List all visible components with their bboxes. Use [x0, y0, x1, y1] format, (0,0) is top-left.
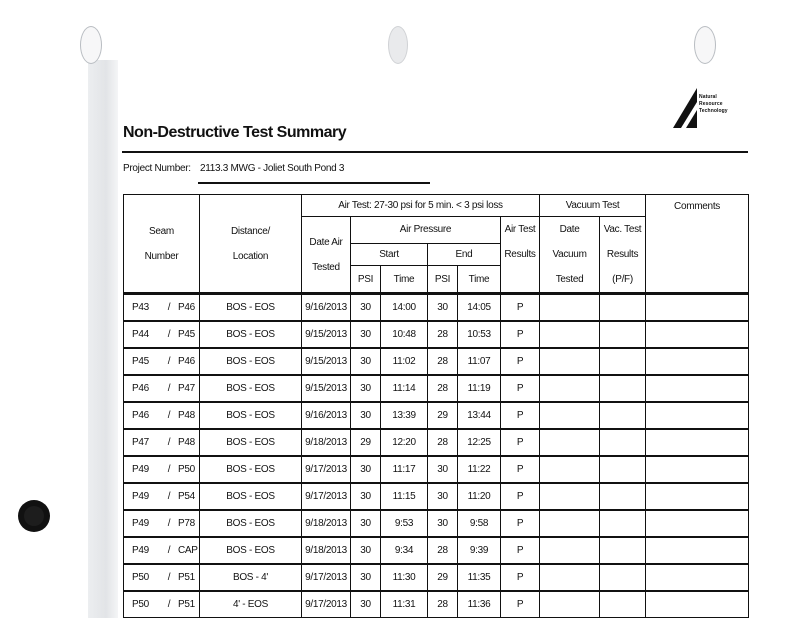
seam-panel-a: P49	[132, 464, 149, 475]
date-vacuum-cell	[540, 348, 600, 375]
end-time-cell: 11:19	[458, 375, 501, 402]
table-row	[124, 429, 749, 456]
air-result-cell: P	[501, 348, 540, 375]
header-seam-line2: Number	[144, 250, 179, 262]
vac-result-cell	[600, 402, 646, 429]
end-time-cell: 12:25	[458, 429, 501, 456]
binder-hole-left	[80, 26, 102, 64]
header-comments: Comments	[646, 195, 749, 294]
logo-line-2: Resource	[699, 101, 723, 107]
header-air-results-line1: Air Test	[504, 224, 536, 235]
start-psi-cell: 30	[351, 321, 381, 348]
vac-result-cell	[600, 564, 646, 591]
end-time-cell: 11:20	[458, 483, 501, 510]
start-psi-cell: 30	[351, 564, 381, 591]
seam-separator: /	[167, 545, 171, 556]
header-date-air	[302, 217, 351, 294]
location-cell: BOS - EOS	[200, 537, 302, 564]
end-time-cell: 11:35	[458, 564, 501, 591]
location-cell: BOS - EOS	[200, 348, 302, 375]
comments-cell	[646, 483, 749, 510]
date-air-cell: 9/17/2013	[302, 591, 351, 618]
start-psi-cell: 30	[351, 348, 381, 375]
date-vacuum-cell	[540, 321, 600, 348]
end-psi-cell: 28	[428, 348, 458, 375]
air-result-cell: P	[501, 429, 540, 456]
location-cell: BOS - EOS	[200, 456, 302, 483]
seam-number-cell	[124, 429, 200, 456]
seam-panel-a: P49	[132, 518, 149, 529]
end-time-cell: 11:07	[458, 348, 501, 375]
end-psi-cell: 30	[428, 456, 458, 483]
start-time-cell: 11:02	[381, 348, 428, 375]
header-end-psi: PSI	[428, 266, 458, 294]
date-air-cell: 9/16/2013	[302, 294, 351, 322]
start-psi-cell: 30	[351, 537, 381, 564]
date-vacuum-cell	[540, 591, 600, 618]
header-air-results	[501, 217, 540, 294]
start-time-cell: 11:14	[381, 375, 428, 402]
end-psi-cell: 28	[428, 375, 458, 402]
seam-separator: /	[167, 599, 171, 610]
page-title: Non-Destructive Test Summary	[123, 124, 347, 141]
date-vacuum-cell	[540, 510, 600, 537]
start-psi-cell: 30	[351, 456, 381, 483]
start-psi-cell: 29	[351, 429, 381, 456]
end-psi-cell: 30	[428, 294, 458, 322]
seam-number-cell	[124, 564, 200, 591]
seam-separator: /	[167, 491, 171, 502]
date-air-cell: 9/18/2013	[302, 429, 351, 456]
end-time-cell: 9:58	[458, 510, 501, 537]
logo-mark-icon	[673, 88, 697, 128]
seam-panel-a: P50	[132, 572, 149, 583]
end-psi-cell: 29	[428, 564, 458, 591]
start-time-cell: 11:31	[381, 591, 428, 618]
date-vacuum-cell	[540, 402, 600, 429]
seam-separator: /	[167, 572, 171, 583]
end-time-cell: 9:39	[458, 537, 501, 564]
air-result-cell: P	[501, 321, 540, 348]
location-cell: 4' - EOS	[200, 591, 302, 618]
seam-number-cell	[124, 483, 200, 510]
end-time-cell: 11:36	[458, 591, 501, 618]
date-air-cell: 9/15/2013	[302, 375, 351, 402]
seam-panel-b: CAP	[178, 545, 198, 556]
date-air-cell: 9/15/2013	[302, 348, 351, 375]
seam-panel-a: P46	[132, 410, 149, 421]
vac-result-cell	[600, 456, 646, 483]
table-row	[124, 348, 749, 375]
date-air-cell: 9/16/2013	[302, 402, 351, 429]
location-cell: BOS - EOS	[200, 294, 302, 322]
header-air-test: Air Test: 27-30 psi for 5 min. < 3 psi loss	[302, 195, 540, 217]
header-date-vacuum-line1: Date	[559, 224, 580, 235]
seam-panel-a: P44	[132, 329, 149, 340]
vac-result-cell	[600, 321, 646, 348]
start-time-cell: 13:39	[381, 402, 428, 429]
start-time-cell: 14:00	[381, 294, 428, 322]
test-summary-table	[123, 194, 749, 618]
seam-separator: /	[167, 329, 171, 340]
seam-number-cell	[124, 456, 200, 483]
vac-result-cell	[600, 591, 646, 618]
header-distance-line1: Distance/	[231, 225, 270, 237]
date-vacuum-cell	[540, 564, 600, 591]
date-air-cell: 9/18/2013	[302, 510, 351, 537]
header-start: Start	[351, 243, 428, 266]
header-seam-line1: Seam	[149, 225, 174, 237]
date-vacuum-cell	[540, 483, 600, 510]
start-psi-cell: 30	[351, 483, 381, 510]
seam-panel-b: P47	[178, 383, 195, 394]
date-air-cell: 9/17/2013	[302, 456, 351, 483]
header-air-pressure: Air Pressure	[351, 217, 501, 244]
table-row	[124, 375, 749, 402]
seam-number-cell	[124, 537, 200, 564]
end-psi-cell: 29	[428, 402, 458, 429]
start-psi-cell: 30	[351, 591, 381, 618]
end-psi-cell: 30	[428, 483, 458, 510]
seam-panel-a: P46	[132, 383, 149, 394]
seam-panel-b: P54	[178, 491, 195, 502]
seam-separator: /	[167, 383, 171, 394]
location-cell: BOS - 4'	[200, 564, 302, 591]
start-time-cell: 9:53	[381, 510, 428, 537]
date-air-cell: 9/17/2013	[302, 564, 351, 591]
header-date-vacuum-line2: Vacuum	[552, 249, 587, 260]
start-psi-cell: 30	[351, 375, 381, 402]
seam-separator: /	[167, 518, 171, 529]
vac-result-cell	[600, 483, 646, 510]
air-result-cell: P	[501, 375, 540, 402]
table-row	[124, 564, 749, 591]
project-number	[123, 163, 345, 174]
project-value: 2113.3 MWG - Joliet South Pond 3	[200, 163, 345, 174]
end-time-cell: 13:44	[458, 402, 501, 429]
table-row	[124, 510, 749, 537]
seam-panel-b: P51	[178, 599, 195, 610]
start-time-cell: 11:15	[381, 483, 428, 510]
seam-panel-a: P45	[132, 356, 149, 367]
company-logo	[673, 84, 745, 136]
location-cell: BOS - EOS	[200, 429, 302, 456]
end-psi-cell: 30	[428, 510, 458, 537]
seam-panel-b: P45	[178, 329, 195, 340]
air-result-cell: P	[501, 402, 540, 429]
header-air-results-line2: Results	[504, 249, 536, 260]
location-cell: BOS - EOS	[200, 321, 302, 348]
table-row	[124, 294, 749, 322]
date-air-cell: 9/15/2013	[302, 321, 351, 348]
seam-separator: /	[167, 437, 171, 448]
seam-panel-b: P78	[178, 518, 195, 529]
seam-number-cell	[124, 294, 200, 322]
comments-cell	[646, 510, 749, 537]
header-vacuum-test: Vacuum Test	[540, 195, 646, 217]
seam-separator: /	[167, 356, 171, 367]
seam-separator: /	[167, 302, 171, 313]
comments-cell	[646, 591, 749, 618]
date-vacuum-cell	[540, 537, 600, 564]
seam-panel-b: P46	[178, 302, 195, 313]
comments-cell	[646, 294, 749, 322]
end-time-cell: 14:05	[458, 294, 501, 322]
seam-panel-a: P50	[132, 599, 149, 610]
header-distance	[200, 195, 302, 294]
seam-panel-a: P43	[132, 302, 149, 313]
comments-cell	[646, 564, 749, 591]
seam-number-cell	[124, 510, 200, 537]
table-row	[124, 591, 749, 618]
header-date-vacuum-line3: Tested	[555, 274, 584, 285]
logo-line-3: Technology	[699, 108, 728, 114]
seam-number-cell	[124, 375, 200, 402]
table-row	[124, 321, 749, 348]
header-end-time: Time	[458, 266, 501, 294]
scan-shadow	[88, 60, 118, 618]
logo-text	[699, 94, 728, 115]
seam-panel-a: P49	[132, 545, 149, 556]
header-seam	[124, 195, 200, 294]
location-cell: BOS - EOS	[200, 402, 302, 429]
start-psi-cell: 30	[351, 510, 381, 537]
project-label: Project Number:	[123, 163, 191, 174]
date-vacuum-cell	[540, 429, 600, 456]
seam-panel-b: P50	[178, 464, 195, 475]
vac-result-cell	[600, 348, 646, 375]
seam-panel-b: P48	[178, 437, 195, 448]
seam-panel-a: P47	[132, 437, 149, 448]
seam-number-cell	[124, 348, 200, 375]
punch-hole-icon	[18, 500, 50, 532]
start-time-cell: 10:48	[381, 321, 428, 348]
comments-cell	[646, 402, 749, 429]
vac-result-cell	[600, 510, 646, 537]
start-psi-cell: 30	[351, 402, 381, 429]
location-cell: BOS - EOS	[200, 510, 302, 537]
start-time-cell: 12:20	[381, 429, 428, 456]
air-result-cell: P	[501, 564, 540, 591]
date-air-cell: 9/17/2013	[302, 483, 351, 510]
vac-result-cell	[600, 375, 646, 402]
project-underline	[198, 182, 430, 184]
seam-panel-a: P49	[132, 491, 149, 502]
date-vacuum-cell	[540, 456, 600, 483]
date-vacuum-cell	[540, 294, 600, 322]
air-result-cell: P	[501, 294, 540, 322]
air-result-cell: P	[501, 456, 540, 483]
end-psi-cell: 28	[428, 321, 458, 348]
vac-result-cell	[600, 537, 646, 564]
header-vac-results-line3: (P/F)	[612, 274, 633, 285]
binder-hole-center	[388, 26, 408, 64]
table-row	[124, 537, 749, 564]
comments-cell	[646, 348, 749, 375]
header-vac-results-line2: Results	[606, 249, 639, 260]
header-start-psi: PSI	[351, 266, 381, 294]
header-date-air-line2: Tested	[312, 261, 340, 273]
seam-panel-b: P51	[178, 572, 195, 583]
seam-panel-b: P48	[178, 410, 195, 421]
location-cell: BOS - EOS	[200, 483, 302, 510]
start-time-cell: 11:17	[381, 456, 428, 483]
comments-cell	[646, 456, 749, 483]
comments-cell	[646, 537, 749, 564]
end-psi-cell: 28	[428, 429, 458, 456]
air-result-cell: P	[501, 537, 540, 564]
header-vac-results	[600, 217, 646, 294]
header-distance-line2: Location	[232, 250, 269, 262]
vac-result-cell	[600, 294, 646, 322]
table-row	[124, 402, 749, 429]
title-divider	[122, 151, 748, 153]
header-start-time: Time	[381, 266, 428, 294]
header-date-air-line1: Date Air	[309, 236, 343, 248]
comments-cell	[646, 429, 749, 456]
comments-cell	[646, 375, 749, 402]
header-end: End	[428, 243, 501, 266]
seam-number-cell	[124, 402, 200, 429]
table-row	[124, 483, 749, 510]
start-time-cell: 11:30	[381, 564, 428, 591]
end-time-cell: 10:53	[458, 321, 501, 348]
seam-number-cell	[124, 321, 200, 348]
header-vac-results-line1: Vac. Test	[603, 224, 642, 235]
air-result-cell: P	[501, 591, 540, 618]
comments-cell	[646, 321, 749, 348]
logo-line-1: Natural	[699, 94, 717, 100]
air-result-cell: P	[501, 483, 540, 510]
table-body	[124, 294, 749, 618]
vac-result-cell	[600, 429, 646, 456]
date-air-cell: 9/18/2013	[302, 537, 351, 564]
seam-separator: /	[167, 464, 171, 475]
header-date-vacuum	[540, 217, 600, 294]
date-vacuum-cell	[540, 375, 600, 402]
start-psi-cell: 30	[351, 294, 381, 322]
location-cell: BOS - EOS	[200, 375, 302, 402]
start-time-cell: 9:34	[381, 537, 428, 564]
end-psi-cell: 28	[428, 537, 458, 564]
end-time-cell: 11:22	[458, 456, 501, 483]
binder-hole-right	[694, 26, 716, 64]
seam-number-cell	[124, 591, 200, 618]
seam-panel-b: P46	[178, 356, 195, 367]
seam-separator: /	[167, 410, 171, 421]
air-result-cell: P	[501, 510, 540, 537]
end-psi-cell: 28	[428, 591, 458, 618]
table-row	[124, 456, 749, 483]
